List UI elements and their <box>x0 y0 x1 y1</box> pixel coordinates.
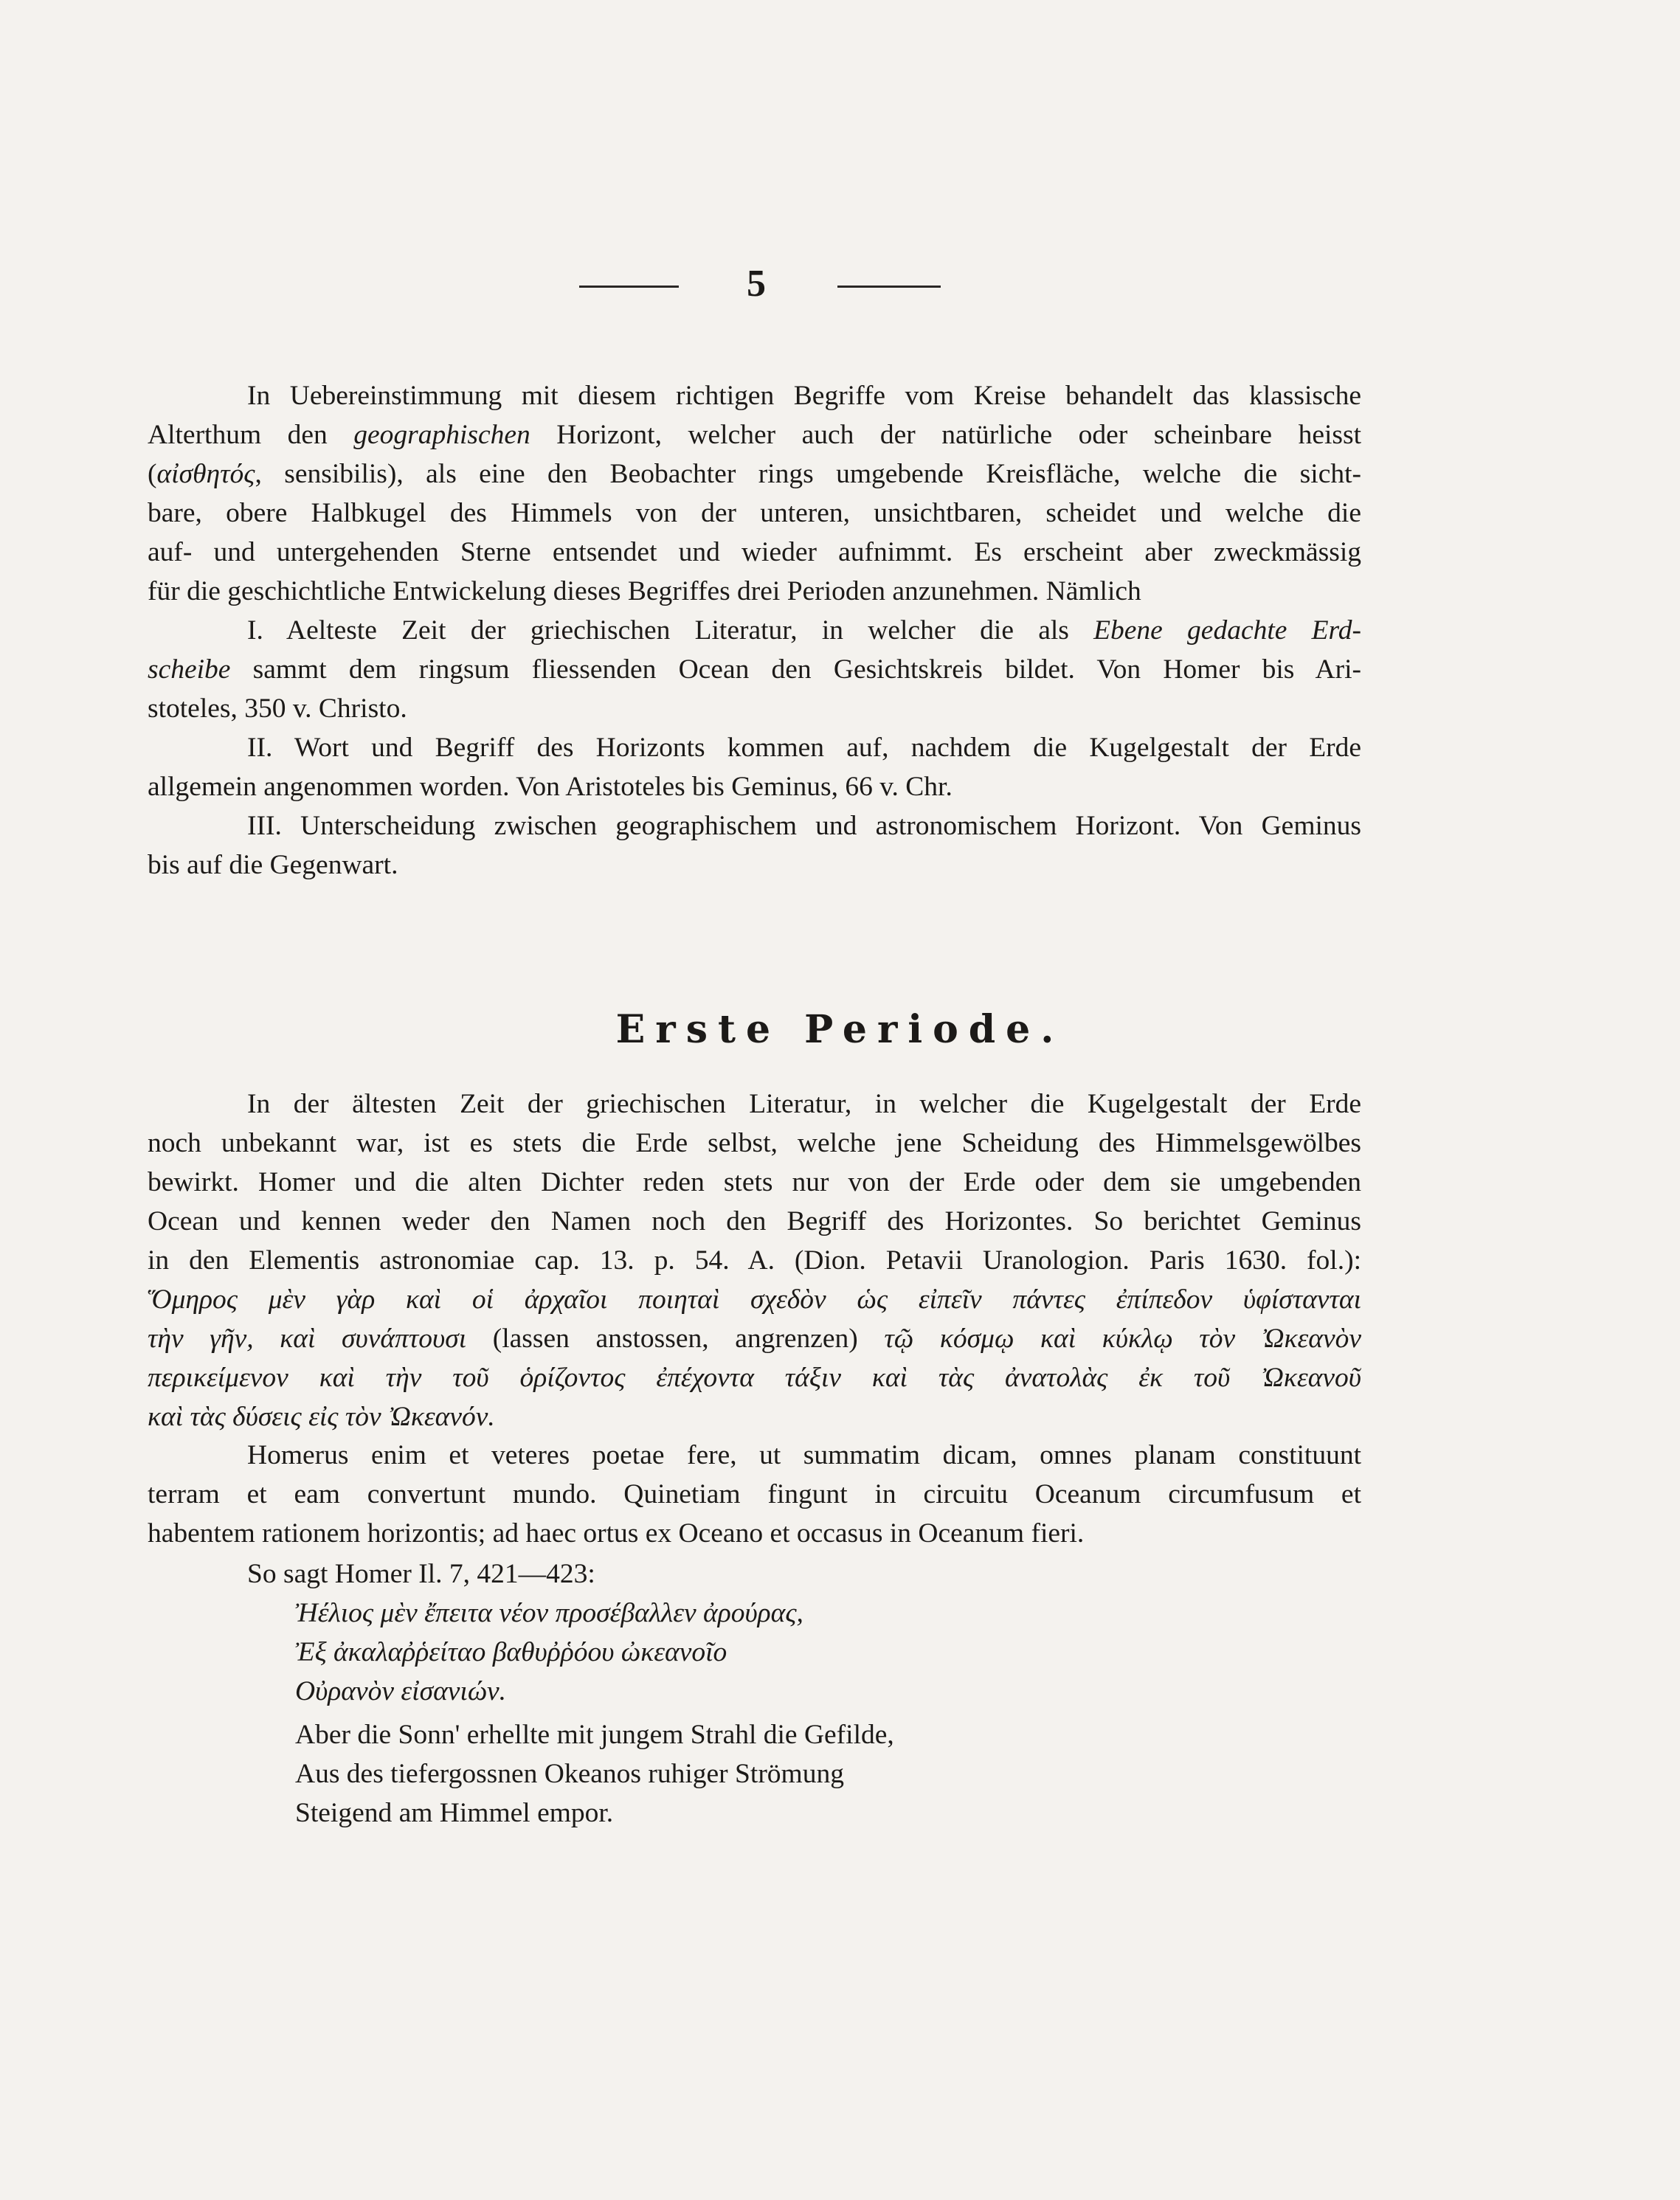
homer-intro: So sagt Homer Il. 7, 421—423: <box>247 1559 595 1589</box>
german-verse <box>295 1715 894 1833</box>
section-paragraph-1 <box>148 1085 1361 1436</box>
italic-text: geographischen <box>353 420 530 450</box>
text-line: bare, obere Halbkugel des Himmels von der unteren, unsichtbaren, scheidet und welche die <box>148 498 1361 528</box>
text-line: für die geschichtliche Entwickelung dieses Begriffes drei Perioden anzunehmen. Nämlich <box>148 576 1141 606</box>
text-line: τὴν γῆν, καὶ συνάπτουσι (lassen anstossen, angrenzen) τῷ κόσμῳ καὶ κύκλῳ τὸν Ὠκεανὸν <box>148 1324 1361 1354</box>
page-number: 5 <box>747 263 766 305</box>
text-line: bewirkt. Homer und die alten Dichter reden stets nur von der Erde oder dem sie umgebenden <box>148 1167 1361 1197</box>
text-line: In Uebereinstimmung mit diesem richtigen Begriffe vom Kreise behandelt das klassische <box>247 381 1361 411</box>
greek-verse-line: Ἐξ ἀκαλαῤῥείταο βαθυῤῥόου ὠκεανοῖο <box>295 1637 727 1667</box>
period-line: stoteles, 350 v. Christo. <box>148 693 407 724</box>
period-line: allgemein angenommen worden. Von Aristoteles bis Geminus, 66 v. Chr. <box>148 772 953 802</box>
text-line <box>148 1358 1361 1397</box>
text-line: Alterthum den geographischen Horizont, welcher auch der natürliche oder scheinbare heisst <box>148 420 1361 450</box>
german-verse-line: Steigend am Himmel empor. <box>295 1798 614 1828</box>
greek-verse <box>295 1594 803 1711</box>
text-line: terram et eam convertunt mundo. Quinetiam fingunt in circuitu Oceanum circumfusum et <box>148 1479 1361 1509</box>
german-verse-line: Aber die Sonn' erhellte mit jungem Strahl die Gefilde, <box>295 1720 894 1750</box>
italic-text: αἰσθητός <box>156 459 255 489</box>
greek-verse-line: Οὐρανὸν εἰσανιών. <box>295 1676 507 1706</box>
period-list <box>148 611 1361 885</box>
period-line: scheibe sammt dem ringsum fliessenden Ocean den Gesichtskreis bildet. Von Homer bis Ari- <box>148 654 1361 685</box>
text-line: (αἰσθητός, sensibilis), als eine den Beobachter rings umgebende Kreisfläche, welche die sicht- <box>148 459 1361 489</box>
text-line <box>148 1397 1361 1436</box>
text-line: in den Elementis astronomiae cap. 13. p. 54. A. (Dion. Petavii Uranologion. Paris 1630. fol.): <box>148 1245 1361 1276</box>
italic-text: τὴν γῆν, καὶ συνάπτουσι <box>148 1324 467 1354</box>
text-line: habentem rationem horizontis; ad haec ortus ex Oceano et occasus in Oceanum fieri. <box>148 1518 1085 1549</box>
page-header <box>0 262 1680 314</box>
section-paragraph-2 <box>148 1436 1361 1553</box>
italic-text: scheibe <box>148 654 231 685</box>
section-heading: Erste Periode. <box>615 1007 1065 1052</box>
text-line: Ocean und kennen weder den Namen noch den Begriff des Horizontes. So berichtet Geminus <box>148 1206 1361 1236</box>
header-rule-right <box>837 286 941 288</box>
text-line: noch unbekannt war, ist es stets die Erde selbst, welche jene Scheidung des Himmelsgewölbes <box>148 1128 1361 1158</box>
period-line: II. Wort und Begriff des Horizonts kommen auf, nachdem die Kugelgestalt der Erde <box>247 733 1361 763</box>
italic-text: καὶ τὰς δύσεις εἰς τὸν Ὠκεανόν. <box>148 1402 495 1432</box>
text-line: In der ältesten Zeit der griechischen Literatur, in welcher die Kugelgestalt der Erde <box>247 1089 1361 1119</box>
italic-text: Ebene gedachte Erd- <box>1093 615 1361 646</box>
homer-intro-block <box>148 1554 1361 1594</box>
italic-text: Ὅμηρος μὲν γὰρ καὶ οἱ ἀρχαῖοι ποιηταὶ σχεδὸν ὡς εἰπεῖν πάντες ἐπίπεδον ὑφίστανται <box>148 1284 1361 1315</box>
italic-text: περικείμενον καὶ τὴν τοῦ ὁρίζοντος ἐπέχοντα τάξιν καὶ τὰς ἀνατολὰς ἐκ τοῦ Ὠκεανοῦ <box>148 1363 1361 1393</box>
header-rule-left <box>579 286 679 288</box>
text-line <box>148 1280 1361 1319</box>
german-verse-line: Aus des tiefergossnen Okeanos ruhiger Strömung <box>295 1759 844 1789</box>
text-line: auf- und untergehenden Sterne entsendet und wieder aufnimmt. Es erscheint aber zweckmässig <box>148 537 1361 567</box>
greek-verse-line: Ἠέλιος μὲν ἔπειτα νέον προσέβαλλεν ἀρούρας, <box>295 1598 803 1628</box>
period-line: I. Aelteste Zeit der griechischen Literatur, in welcher die als Ebene gedachte Erd- <box>247 615 1361 646</box>
italic-text: τῷ κόσμῳ καὶ κύκλῳ τὸν Ὠκεανὸν <box>884 1324 1361 1354</box>
intro-paragraph <box>148 376 1361 611</box>
text-line: Homerus enim et veteres poetae fere, ut summatim dicam, omnes planam constituunt <box>247 1440 1361 1470</box>
period-line: bis auf die Gegenwart. <box>148 850 398 880</box>
period-line: III. Unterscheidung zwischen geographischem und astronomischem Horizont. Von Geminus <box>247 811 1361 841</box>
